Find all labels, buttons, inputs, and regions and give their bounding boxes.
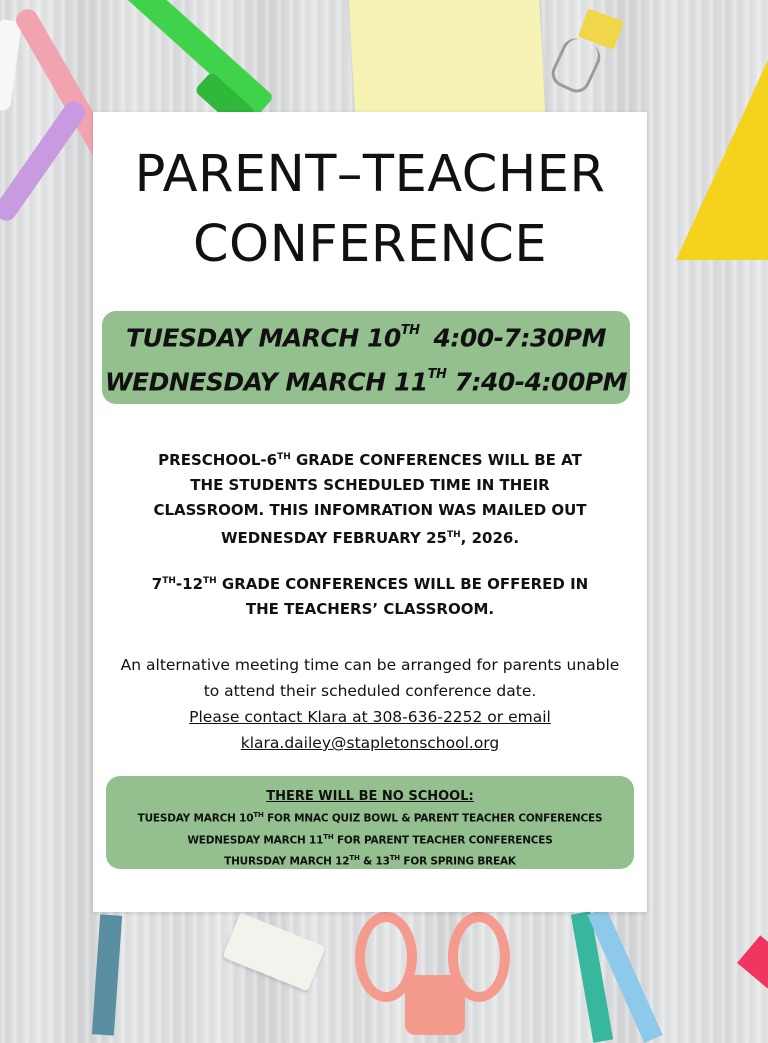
white-chalk-decoration <box>0 19 22 111</box>
preschool-line-1-sup: TH <box>277 452 291 462</box>
date-line-wednesday <box>105 358 627 401</box>
upper-line-1 <box>93 569 647 597</box>
preschool-line-1-a: PRESCHOOL-6 <box>158 451 278 469</box>
no-school-line-3 <box>106 849 634 871</box>
wednesday-date: WEDNESDAY MARCH 11 <box>104 366 428 396</box>
contact-email-link[interactable]: klara.dailey@stapletonschool.org <box>240 734 500 752</box>
conference-dates-box <box>102 311 630 404</box>
purple-chalk-decoration <box>0 97 89 224</box>
title-line-1: PARENT–TEACHER <box>134 145 606 204</box>
preschool-line-1-b: GRADE CONFERENCES WILL BE AT <box>290 451 582 469</box>
page-title <box>93 140 647 280</box>
upper-line-1-c: GRADE CONFERENCES WILL BE OFFERED IN <box>216 575 589 593</box>
upper-grades-info-paragraph <box>93 569 647 622</box>
title-line-2: CONFERENCE <box>192 215 548 274</box>
preschool-line-1 <box>93 445 647 473</box>
conference-flyer <box>93 112 647 912</box>
no-school-heading: THERE WILL BE NO SCHOOL: <box>266 789 474 804</box>
tuesday-time: 4:00-7:30PM <box>433 323 606 353</box>
blue-pencil-decoration <box>92 914 122 1035</box>
tuesday-date: TUESDAY MARCH 10 <box>126 323 401 353</box>
scissors-body-decoration <box>405 975 465 1035</box>
preschool-line-4-a: WEDNESDAY FEBRUARY 25 <box>220 529 447 547</box>
preschool-line-4 <box>93 523 647 551</box>
alternative-line-2: to attend their scheduled conference date. <box>203 682 537 700</box>
preschool-line-3: CLASSROOM. THIS INFOMRATION WAS MAILED OUT <box>153 501 587 519</box>
upper-line-1-a: 7 <box>151 575 163 593</box>
upper-line-1-sup1: TH <box>162 576 176 586</box>
no-school-line-1-sup: TH <box>253 811 264 819</box>
no-school-line-2-b: FOR PARENT TEACHER CONFERENCES <box>333 834 553 846</box>
no-school-line-2-sup: TH <box>323 832 334 841</box>
green-marker-decoration <box>116 0 275 116</box>
no-school-line-1-a: TUESDAY MARCH 10 <box>137 812 254 825</box>
no-school-line-2 <box>106 828 634 850</box>
no-school-line-3-a: THURSDAY MARCH 12 <box>224 855 350 868</box>
sticky-note-decoration <box>349 0 546 125</box>
pink-sharpener-decoration <box>737 935 768 988</box>
no-school-line-2-a: WEDNESDAY MARCH 11 <box>187 834 324 846</box>
preschool-info-paragraph <box>93 445 647 551</box>
no-school-line-1-b: FOR MNAC QUIZ BOWL & PARENT TEACHER CONFERENCES <box>263 812 603 825</box>
upper-line-1-sup2: TH <box>203 576 217 586</box>
wednesday-date-suffix: TH <box>427 366 447 382</box>
no-school-line-3-sup1: TH <box>349 854 360 862</box>
preschool-line-4-b: , 2026. <box>460 529 520 547</box>
no-school-line-1 <box>106 806 634 828</box>
alternative-line-1: An alternative meeting time can be arranged for parents unable <box>120 656 620 674</box>
no-school-line-3-c: FOR SPRING BREAK <box>399 855 516 868</box>
upper-line-1-b: -12 <box>175 575 204 593</box>
wednesday-time: 7:40-4:00PM <box>454 366 628 396</box>
no-school-box <box>106 776 634 869</box>
preschool-line-4-sup: TH <box>447 530 461 540</box>
no-school-line-3-sup2: TH <box>389 854 400 862</box>
upper-line-2: THE TEACHERS’ CLASSROOM. <box>245 600 495 618</box>
eraser-decoration <box>222 913 325 992</box>
contact-phone-line: Please contact Klara at 308-636-2252 or email <box>189 708 551 726</box>
alternative-meeting-paragraph <box>93 652 647 756</box>
triangle-ruler-decoration <box>676 60 768 260</box>
date-line-tuesday <box>126 314 606 357</box>
tuesday-date-suffix: TH <box>400 323 420 339</box>
no-school-line-3-b: & 13 <box>359 855 390 868</box>
preschool-line-2: THE STUDENTS SCHEDULED TIME IN THEIR <box>190 476 550 494</box>
